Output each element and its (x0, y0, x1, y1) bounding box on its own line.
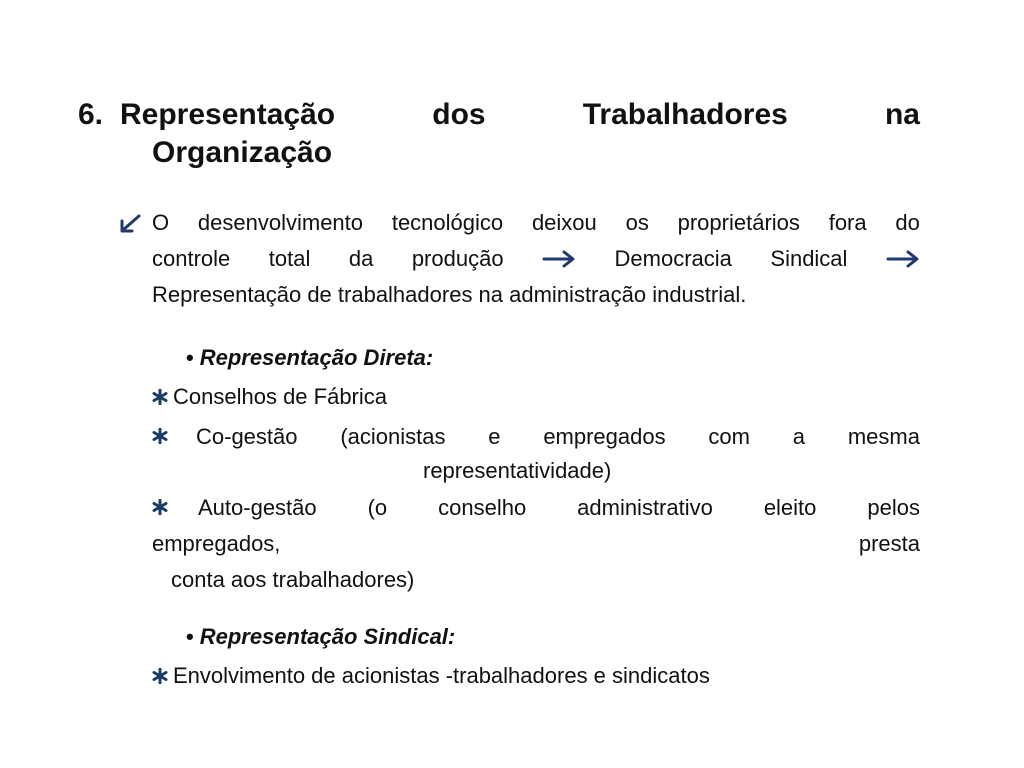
title-line-1 (120, 96, 920, 134)
right-arrow-icon (542, 250, 576, 268)
intro-word: Democracia (614, 246, 732, 271)
item-word: a (792, 424, 806, 449)
section-heading-sindical (186, 621, 455, 653)
intro-word: da (348, 246, 374, 271)
item-word: presta (858, 531, 920, 556)
list-item: Conselhos de Fábrica (173, 384, 388, 409)
asterisk-icon (152, 428, 168, 444)
intro-line-1 (152, 205, 920, 241)
intro-word: controle (152, 246, 231, 271)
list-item (198, 490, 920, 526)
item-line-2 (152, 526, 920, 562)
intro-line-2 (152, 241, 920, 277)
item-word: empregados (543, 424, 666, 449)
item-word: (acionistas (340, 424, 446, 449)
item-word: mesma (847, 424, 920, 449)
title-number: 6. (78, 98, 104, 131)
item-word: eleito (763, 495, 817, 520)
list-item (196, 419, 920, 455)
title-line-2: Organização (152, 136, 333, 169)
intro-line-3: Representação de trabalhadores na administração industrial. (152, 282, 747, 307)
title-word: dos (432, 98, 486, 131)
item-line-1 (198, 490, 920, 526)
list-item: Envolvimento de acionistas -trabalhadores e sindicatos (173, 663, 710, 688)
item-line-2: representatividade) (423, 458, 612, 483)
title-word: Trabalhadores (582, 98, 788, 131)
item-line-1 (196, 419, 920, 455)
item-word: com (708, 424, 750, 449)
item-word: administrativo (577, 495, 713, 520)
intro-word: desenvolvimento (197, 210, 364, 235)
title-word: na (884, 98, 920, 131)
item-word: Co-gestão (196, 424, 298, 449)
diagonal-arrow-icon (118, 214, 142, 234)
item-line-2-words (152, 526, 920, 562)
intro-word: total (268, 246, 311, 271)
intro-paragraph (152, 205, 920, 313)
asterisk-icon (152, 499, 168, 515)
asterisk-icon (152, 668, 168, 684)
intro-word: O (152, 210, 170, 235)
bullet-dot: • (186, 345, 194, 370)
bullet-dot: • (186, 624, 194, 649)
section-heading-text: Representação Direta: (199, 345, 434, 370)
item-word: conselho (438, 495, 527, 520)
intro-word: proprietários (677, 210, 800, 235)
item-word: (o (367, 495, 388, 520)
item-word: e (488, 424, 501, 449)
right-arrow-icon (886, 250, 920, 268)
intro-word: tecnológico (391, 210, 504, 235)
item-line-3: conta aos trabalhadores) (171, 567, 415, 592)
item-word: pelos (867, 495, 920, 520)
item-word: Auto-gestão (198, 495, 317, 520)
intro-word: produção (411, 246, 504, 271)
intro-word: os (625, 210, 649, 235)
intro-word: Sindical (770, 246, 848, 271)
section-heading-text: Representação Sindical: (199, 624, 456, 649)
intro-word: deixou (531, 210, 597, 235)
intro-word: fora (828, 210, 867, 235)
section-heading-direta (186, 342, 433, 374)
asterisk-icon (152, 389, 168, 405)
title-word: Representação (120, 98, 336, 131)
intro-word: do (895, 210, 920, 235)
item-word: empregados, (152, 531, 281, 556)
